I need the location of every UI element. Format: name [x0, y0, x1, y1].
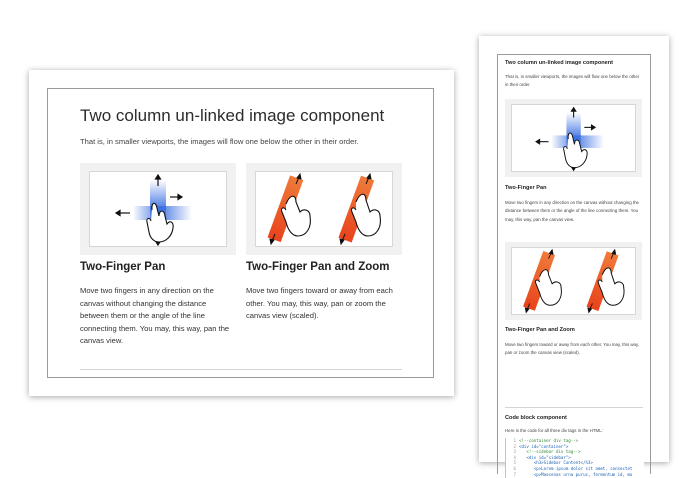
code-block[interactable]	[505, 438, 644, 478]
code-block-intro: Here is the code for all three div tags in the HTML:	[505, 428, 603, 433]
code-line-number: 6	[513, 465, 516, 471]
page-title: Two column un-linked image component	[80, 106, 385, 125]
intro-text: That is, in smaller viewports, the images will flow one below the other in their order.	[80, 137, 359, 146]
pan-image-box	[80, 163, 236, 255]
code-block-heading: Code block component	[505, 415, 567, 421]
mobile-divider	[505, 407, 643, 408]
two-finger-zoom-gesture-icon	[256, 172, 394, 248]
code-line-text: <p>Maecenas urna purus, fermentum id, mo	[519, 471, 633, 477]
code-line-number: 5	[513, 460, 516, 466]
mobile-zoom-heading: Two-Finger Pan and Zoom	[505, 327, 575, 333]
two-finger-pan-gesture-icon	[90, 172, 228, 248]
divider	[80, 369, 402, 370]
two-finger-zoom-gesture-icon	[512, 248, 637, 316]
desktop-preview-card	[29, 70, 454, 396]
code-line-number: 2	[513, 443, 516, 449]
code-line-text: <h3>Sidebar Content</h3>	[519, 460, 593, 466]
code-line-text: <p>Lorem ipsum dolor sit amet, consectet	[519, 465, 633, 471]
mobile-page-title: Two column un-linked image component	[505, 60, 614, 66]
code-line-text: <div id="container">	[519, 443, 569, 449]
mobile-preview-card	[479, 36, 669, 477]
code-line	[506, 472, 644, 478]
pan-heading: Two-Finger Pan	[80, 261, 166, 273]
mobile-zoom-description: Move two fingers toward or away from each other. You may, this way, pan or zoom the canvas view (scaled).	[505, 342, 640, 356]
mobile-pan-heading: Two-Finger Pan	[505, 185, 547, 191]
zoom-heading: Two-Finger Pan and Zoom	[246, 261, 390, 273]
mobile-pan-description: Move two fingers in any direction on the canvas without changing the distance between them or the angle of the line connecting them. You may, this way, pan the canvas view.	[505, 200, 639, 222]
zoom-image-box	[246, 163, 402, 255]
code-line-text: <div id="sidebar">	[519, 454, 571, 460]
code-line-number: 1	[513, 438, 516, 443]
code-line-number: 7	[513, 471, 516, 477]
pan-description: Move two fingers in any direction on the canvas without changing the distance between them or the angle of the line connecting them. You may, this way, pan the canvas view.	[80, 286, 230, 346]
mobile-zoom-image-box	[505, 242, 642, 320]
code-line-number: 4	[513, 454, 516, 460]
code-line-number: 3	[513, 449, 516, 455]
zoom-description: Move two fingers toward or away from each other. You may, this way, pan or zoom the canvas view (scaled).	[246, 286, 393, 321]
mobile-pan-image-box	[505, 99, 642, 177]
two-finger-pan-gesture-icon	[512, 105, 637, 173]
code-line-text: <!--sidebar div tag-->	[519, 449, 581, 455]
code-line-text: <!--container div tag-->	[519, 438, 579, 443]
mobile-intro-text: That is, in smaller viewports, the images will flow one below the other in their order.	[505, 74, 640, 88]
